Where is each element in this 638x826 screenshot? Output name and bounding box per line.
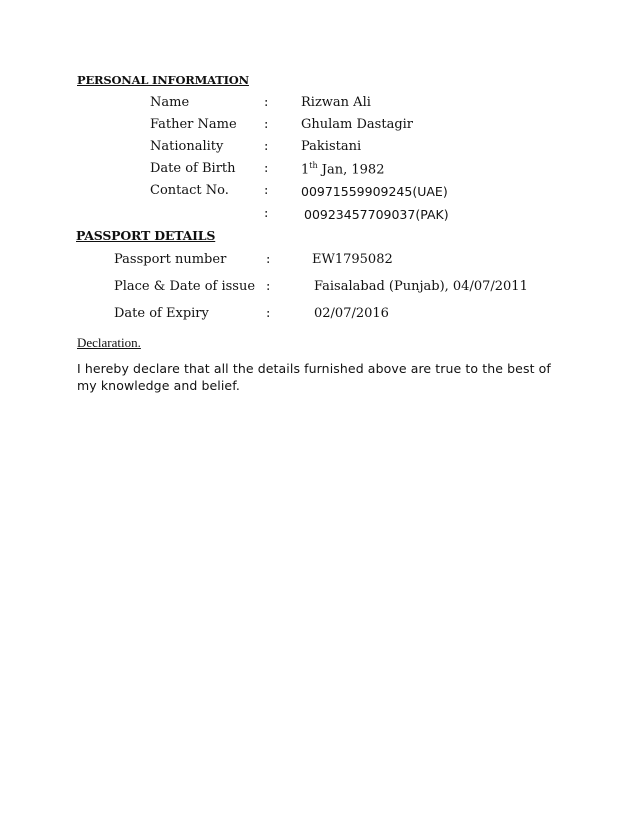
place-date-issue-colon: :	[266, 279, 271, 294]
contact-pak-value: 00923457709037(PAK)	[304, 207, 449, 222]
passport-number-value: EW1795082	[312, 252, 393, 267]
father-name-value: Ghulam Dastagir	[301, 117, 414, 132]
passport-number-colon: :	[266, 252, 271, 267]
nationality-value: Pakistani	[301, 139, 362, 154]
passport-details-heading: PASSPORT DETAILS	[76, 228, 216, 243]
place-date-issue-value: Faisalabad (Punjab), 04/07/2011	[314, 279, 528, 294]
date-of-expiry-label: Date of Expiry	[114, 306, 209, 321]
date-of-birth-value	[301, 161, 384, 177]
date-of-expiry-value: 02/07/2016	[314, 306, 389, 321]
dob-day: 1	[301, 162, 310, 178]
contact-no-colon: :	[264, 183, 269, 198]
name-colon: :	[264, 95, 269, 110]
contact-no-label: Contact No.	[150, 183, 229, 198]
date-of-birth-colon: :	[264, 161, 269, 176]
father-name-label: Father Name	[150, 117, 237, 132]
dob-ordinal-suffix: th	[309, 161, 318, 170]
date-of-expiry-colon: :	[266, 306, 271, 321]
name-value: Rizwan Ali	[301, 95, 371, 110]
declaration-heading: Declaration.	[77, 335, 141, 350]
father-name-colon: :	[264, 117, 269, 132]
contact-uae-value: 00971559909245(UAE)	[301, 184, 448, 199]
name-label: Name	[150, 95, 190, 110]
passport-number-label: Passport number	[114, 252, 227, 267]
declaration-text: I hereby declare that all the details furnished above are true to the best of my knowledge and belief.	[77, 361, 551, 393]
date-of-birth-label: Date of Birth	[150, 161, 236, 176]
dob-month-year: Jan, 1982	[317, 162, 385, 178]
personal-information-heading: PERSONAL INFORMATION	[77, 73, 249, 87]
nationality-label: Nationality	[150, 139, 224, 154]
contact-pak-colon: :	[264, 206, 269, 221]
place-date-issue-label: Place & Date of issue	[114, 279, 256, 294]
nationality-colon: :	[264, 139, 269, 154]
